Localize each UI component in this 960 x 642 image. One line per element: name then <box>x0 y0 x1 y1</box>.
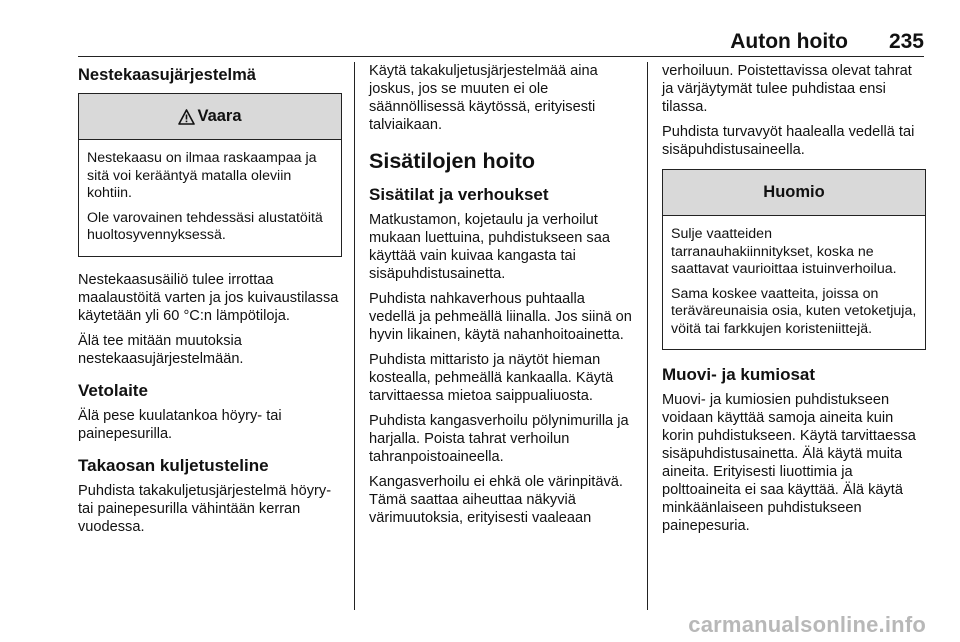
note-box-body <box>663 216 925 349</box>
body-paragraph: Muovi- ja kumiosien puhdistukseen voidaan käyttää samoja aineita kuin korin puhdistukseen. Käytä tarvittaessa sisäpuhdistusainetta. Älä käytä muita aineita. Erityisesti liuottimia ja polttoaineita ei saa käyttää. Älä käytä minkäänlaiseen puhdistukseen painepesuria. <box>662 392 916 534</box>
body-paragraph: Nestekaasusäiliö tulee irrottaa maalaustöitä varten ja jos kuivaustilassa käytetään yli 60 °C:n lämpötiloja. <box>78 271 339 324</box>
page-number: 235 <box>888 30 924 53</box>
warning-box-body <box>79 140 341 256</box>
body-paragraph: Puhdista mittaristo ja näytöt hieman kostealla, pehmeällä kankaalla. Käytä tarvittaessa mietoa saippualiuosta. <box>369 352 614 404</box>
warning-triangle-icon <box>178 109 195 125</box>
subheading-muovi-ja-kumiosat: Muovi- ja kumiosat <box>662 365 816 384</box>
body-paragraph: Käytä takakuljetusjärjestelmää aina joskus, jos se muuten ei ole säännöllisessä käytössä, erityisesti talviaikaan. <box>369 63 598 133</box>
note-box <box>662 169 926 350</box>
subheading-vetolaite: Vetolaite <box>78 380 148 400</box>
warning-box-label: Vaara <box>197 107 242 125</box>
column-divider-2 <box>647 62 648 610</box>
chapter-title: Auton hoito <box>730 30 848 53</box>
header-rule <box>78 56 924 57</box>
note-text-1: Sulje vaatteiden tarranauhakiinnitykset, koska ne saattavat vaurioittaa istuinverhoilua. <box>671 226 897 277</box>
column-2 <box>369 62 633 534</box>
column-3 <box>662 62 926 542</box>
column-1 <box>78 62 342 543</box>
note-box-label: Huomio <box>763 183 825 201</box>
section-heading-sisatilojen-hoito: Sisätilojen hoito <box>369 149 536 173</box>
page-header <box>0 0 960 56</box>
warning-text-2: Ole varovainen tehdessäsi alustatöitä huoltosyvennyksessä. <box>87 209 323 243</box>
column-divider-1 <box>354 62 355 610</box>
body-paragraph: Älä tee mitään muutoksia nestekaasujärjestelmään. <box>78 332 244 367</box>
warning-box-header <box>79 94 341 140</box>
body-paragraph: verhoiluun. Poistettavissa olevat tahrat ja värjäytymät tulee puhdistaa ensi tilassa. <box>662 63 912 115</box>
body-paragraph: Kangasverhoilu ei ehkä ole värinpitävä. Tämä saattaa aiheuttaa näkyviä värimuutoksia, erityisesti vaaleaan <box>369 474 623 526</box>
body-paragraph: Puhdista turvavyöt haalealla vedellä tai sisäpuhdistusaineella. <box>662 124 915 158</box>
body-paragraph: Älä pese kuulatankoa höyry- tai painepesurilla. <box>78 407 282 442</box>
body-paragraph: Puhdista takakuljetusjärjestelmä höyry- tai painepesurilla vähintään kerran vuodessa. <box>78 482 332 535</box>
body-paragraph: Puhdista kangasverhoilu pölynimurilla ja harjalla. Poista tahrat verhoilun tahranpoistoaineella. <box>369 413 629 465</box>
body-paragraph: Puhdista nahkaverhous puhtaalla vedellä ja pehmeällä liinalla. Jos siinä on hyvin likainen, käytä nahanhoitoainetta. <box>369 291 632 343</box>
body-paragraph: Matkustamon, kojetaulu ja verhoilut mukaan luettuina, puhdistukseen saa käyttää vain kuivaa kangasta tai sisäpuhdistusainetta. <box>369 212 610 282</box>
note-text-2: Sama koskee vaatteita, joissa on teräväreunaisia osia, kuten vetoketjuja, vöitä tai farkkujen koristeniittejä. <box>671 285 917 337</box>
watermark: carmanualsonline.info <box>688 612 926 637</box>
subheading-takaosan-kuljetusteline: Takaosan kuljetusteline <box>78 455 269 475</box>
subheading-sisatilat: Sisätilat ja verhoukset <box>369 185 549 204</box>
warning-text-1: Nestekaasu on ilmaa raskaampaa ja sitä voi kerääntyä matalla oleviin kohtiin. <box>87 150 317 201</box>
note-box-header <box>663 170 925 216</box>
section-heading-nestekaasu: Nestekaasujärjestelmä <box>78 66 256 84</box>
warning-box <box>78 93 342 257</box>
